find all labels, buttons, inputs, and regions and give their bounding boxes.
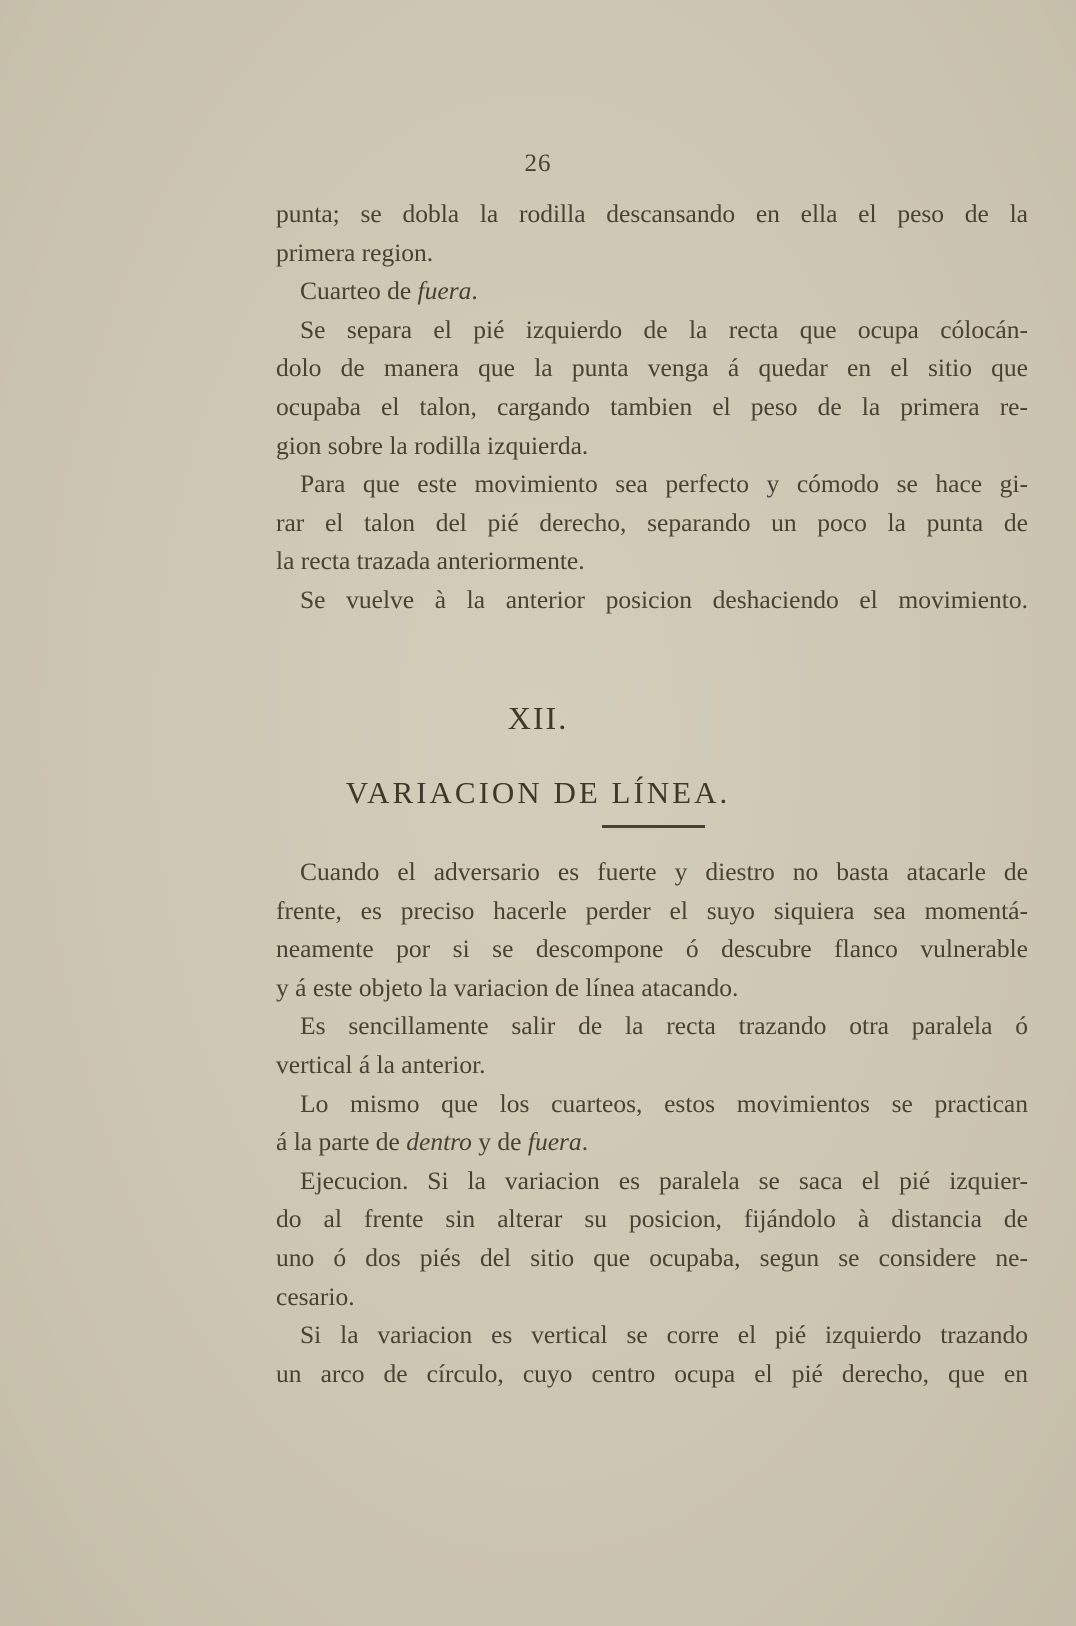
text-block-cuarteo [276,195,1028,620]
subheading-prefix: Cuarteo de [300,276,418,306]
text-line: uno ó dos piés del sitio que ocupaba, segun se considere ne- [276,1242,1028,1272]
text-line: vertical á la anterior. [276,1049,486,1079]
text-line: rar el talon del pié derecho, separando un poco la punta de [276,507,1028,537]
text-line: Lo mismo que los cuarteos, estos movimientos se practican [300,1088,1028,1118]
line-middle: y de [471,1127,528,1157]
text-block-variacion [276,853,1028,1393]
text-line: cesario. [276,1281,355,1311]
text-line: gion sobre la rodilla izquierda. [276,430,589,460]
text-line: Ejecucion. Si la variacion es paralela se saca el pié izquier- [300,1165,1028,1195]
text-line: ocupaba el talon, cargando tambien el peso de la primera re- [276,391,1028,421]
italic-dentro: dentro [406,1127,472,1157]
text-line: frente, es preciso hacerle perder el suyo siquiera sea momentá- [276,895,1028,925]
text-line: neamente por si se descompone ó descubre flanco vulnerable [276,934,1028,964]
text-line: Se separa el pié izquierdo de la recta que ocupa cólocán- [300,314,1028,344]
text-line: dolo de manera que la punta venga á quedar en el sitio que [276,353,1028,383]
subheading-suffix: . [471,276,478,306]
text-line: Para que este movimiento sea perfecto y cómodo se hace gi- [300,469,1028,499]
text-line-dentro-fuera [276,1123,1028,1162]
text-line: Si la variacion es vertical se corre el pié izquierdo trazando [300,1320,1028,1350]
section-title: VARIACION DE LÍNEA. [345,775,731,810]
line-suffix: . [581,1127,589,1157]
subheading-italic: fuera [417,276,472,306]
text-line: Es sencillamente salir de la recta trazando otra paralela ó [300,1011,1028,1041]
text-line: primera region. [276,237,434,267]
subheading-cuarteo [276,272,1028,311]
text-line: Se vuelve à la anterior posicion deshaciendo el movimiento. [300,584,1028,614]
text-line: do al frente sin alterar su posicion, fijándolo à distancia de [276,1204,1028,1234]
line-prefix: á la parte de [276,1127,407,1157]
page-number: 26 [524,150,552,177]
text-line: y á este objeto la variacion de línea atacando. [276,972,739,1002]
section-number: XII. [507,700,569,736]
text-line: punta; se dobla la rodilla descansando en ella el peso de la [276,199,1028,228]
title-rule [602,825,705,828]
text-line: un arco de círculo, cuyo centro ocupa el pié derecho, que en [276,1358,1028,1388]
text-line: la recta trazada anteriormente. [276,546,585,576]
text-line: Cuando el adversario es fuerte y diestro no basta atacarle de [300,857,1028,886]
italic-fuera: fuera [527,1127,582,1157]
